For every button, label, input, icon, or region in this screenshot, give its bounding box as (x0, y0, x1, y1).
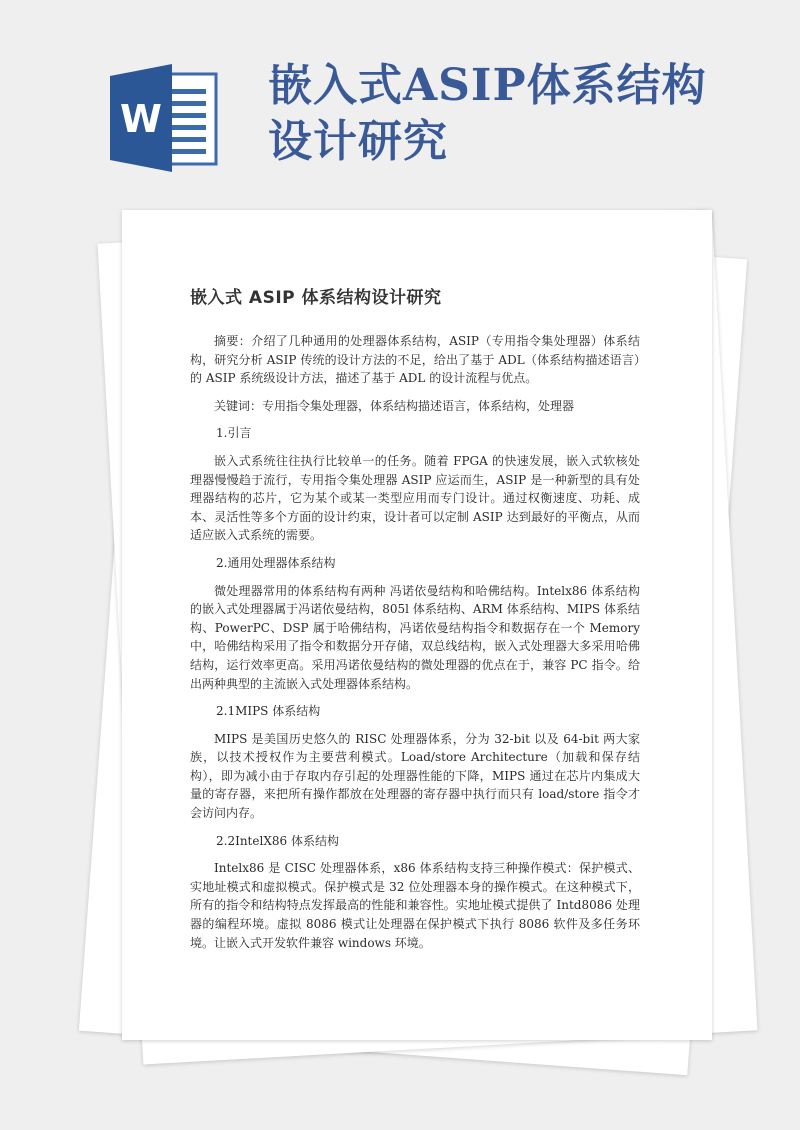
keywords-paragraph: 关键词：专用指令集处理器，体系结构描述语言，体系结构，处理器 (214, 398, 575, 413)
section-heading: 1.引言 (216, 426, 252, 441)
section-heading: 2.通用处理器体系结构 (216, 555, 336, 570)
section-paragraph: MIPS 是美国历史悠久的 RISC 处理器体系，分为 32-bit 以及 64-bit 两大家族，以技术授权作为主要营利模式。Load/store Architecture（加载和保存结构），即为减小由于存取内存引起的处理器性能的下降，MIPS 通过在芯片内集成大量的寄存器，来把所有操作都放在处理器的寄存器中执行而只有 load/store 指令才会访问内存。 (190, 731, 640, 821)
section-paragraph: 嵌入式系统往往执行比较单一的任务。随着 FPGA 的快速发展，嵌入式软核处理器慢慢趋于流行，专用指令集处理器 ASIP 应运而生，ASIP 是一种新型的具有处理器结构的芯片，它为某个或某一类型应用而专门设计。通过权衡速度、功耗、成本、灵活性等多个方面的设计约束，设计者可以定制 ASIP 达到最好的平衡点，从而适应嵌入式系统的需要。 (190, 453, 640, 543)
section-paragraph: 微处理器常用的体系结构有两种 冯诺依曼结构和哈佛结构。Intelx86 体系结构的嵌入式处理器属于冯诺依曼结构，805l 体系结构、ARM 体系结构、MIPS 体系结构、PowerPC、DSP 属于哈佛结构，冯诺依曼结构指令和数据存在一个 Memory 中，哈佛结构采用了指令和数据分开存储，双总线结构，嵌入式处理器大多采用哈佛结构，运行效率更高。采用冯诺依曼结构的微处理器的优点在于，兼容 PC 指令。给出两种典型的主流嵌入式处理器体系结构。 (190, 583, 640, 691)
banner-title: 嵌入式ASIP体系结构设计研究 (268, 60, 707, 167)
word-document-icon (110, 62, 220, 174)
section-heading: 2.1MIPS 体系结构 (216, 704, 321, 719)
document-body (190, 283, 640, 952)
abstract-paragraph: 摘要：介绍了几种通用的处理器体系结构，ASIP（专用指令集处理器）体系结构，研究分析 ASIP 传统的设计方法的不足，给出了基于 ADL（体系结构描述语言）的 ASIP 系统级设计方法，描述了基于 ADL 的设计流程与优点。 (190, 334, 640, 386)
word-icon-letter: W (120, 97, 162, 141)
section-heading: 2.2IntelX86 体系结构 (216, 833, 339, 848)
document-title: 嵌入式 ASIP 体系结构设计研究 (190, 288, 442, 308)
section-paragraph: Intelx86 是 CISC 处理器体系，x86 体系结构支持三种操作模式：保护模式、实地址模式和虚拟模式。保护模式是 32 位处理器本身的操作模式。在这种模式下，所有的指令和结构特点发挥最高的性能和兼容性。实地址模式提供了 Intd8086 处理器的编程环境。虚拟 8086 模式让处理器在保护模式下执行 8086 软件及多任务环境。让嵌入式开发软件兼容 windows 环境。 (190, 861, 640, 950)
